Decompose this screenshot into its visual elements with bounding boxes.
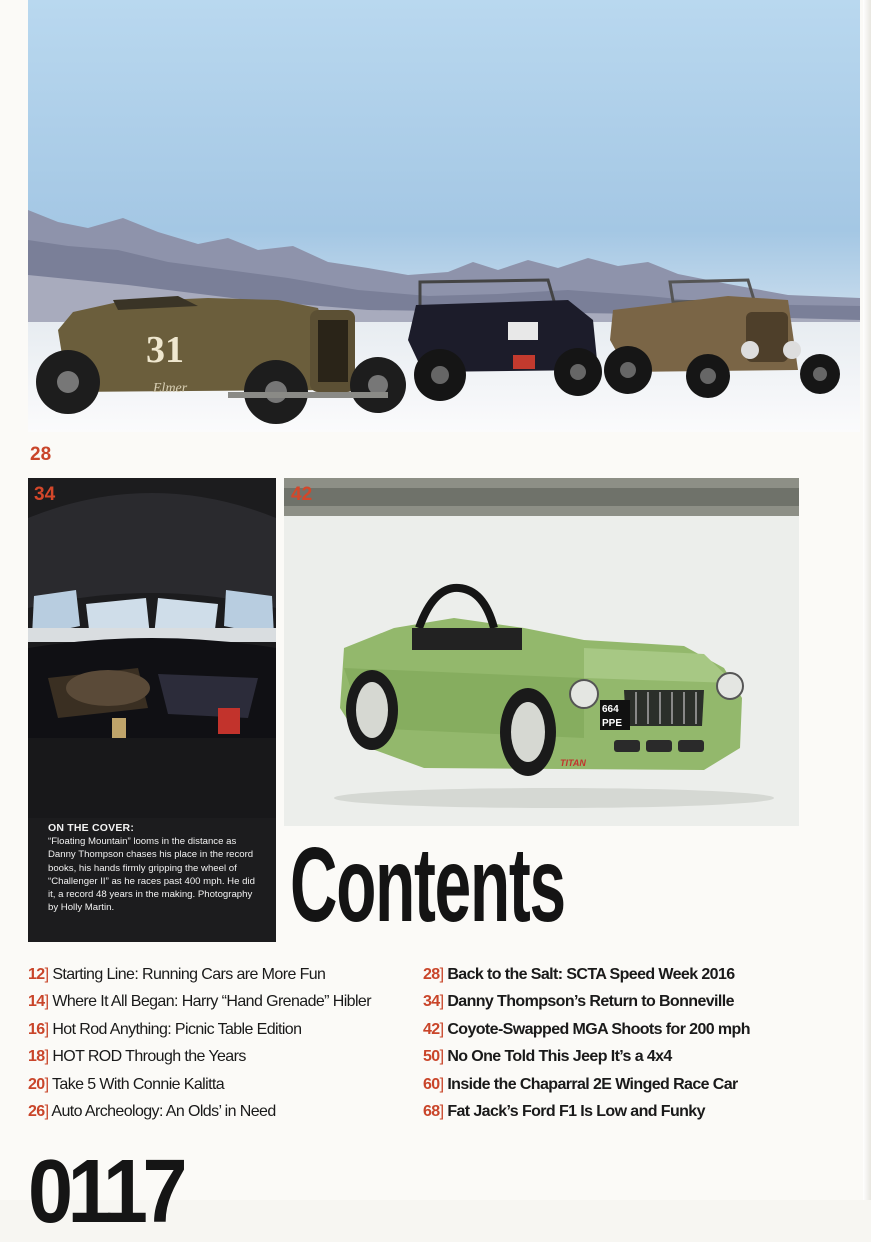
cover-caption <box>48 822 263 914</box>
toc-entry[interactable]: 42] Coyote-Swapped MGA Shoots for 200 mph <box>423 1020 750 1038</box>
cockpit-page-number: 34 <box>34 484 56 505</box>
mga-page-number: 42 <box>291 484 313 505</box>
toc-title: Fat Jack’s Ford F1 Is Low and Funky <box>447 1102 705 1120</box>
toc-entry[interactable]: 26] Auto Archeology: An Olds’ in Need <box>28 1102 276 1120</box>
toc-left-column <box>28 961 371 1125</box>
toc-page: 14 <box>28 993 45 1011</box>
toc-title: HOT ROD Through the Years <box>52 1048 246 1066</box>
toc-page: 34 <box>423 993 440 1011</box>
car-number: 31 <box>146 329 184 371</box>
toc-right-column <box>423 961 750 1125</box>
toc-page: 42 <box>423 1020 440 1038</box>
hero-page-number: 28 <box>30 444 52 465</box>
toc-title: Auto Archeology: An Olds’ in Need <box>51 1102 276 1120</box>
cockpit-photo-panel <box>28 478 276 942</box>
toc-title: Danny Thompson’s Return to Bonneville <box>447 993 734 1011</box>
toc-page: 28 <box>423 966 440 983</box>
car-script: Elmer <box>153 381 188 396</box>
mga-photo-panel <box>284 478 799 826</box>
toc-page: 16 <box>28 1020 45 1038</box>
toc-title: Back to the Salt: SCTA Speed Week 2016 <box>447 966 735 983</box>
toc-page: 20 <box>28 1075 45 1093</box>
toc-title: Take 5 With Connie Kalitta <box>52 1075 225 1093</box>
toc-title: No One Told This Jeep It’s a 4x4 <box>447 1048 672 1066</box>
cover-caption-text: “Floating Mountain” looms in the distance as Danny Thompson chases his place in the record books, his hands firmly gripping the wheel of “Challenger II” as he races past 400 mph. He did it, a record 48 years in the making. Photography by Holly Martin. <box>48 836 255 914</box>
toc-page: 12 <box>28 966 45 983</box>
toc-entry[interactable]: 16] Hot Rod Anything: Picnic Table Edition <box>28 1020 302 1038</box>
toc-page: 50 <box>423 1048 440 1066</box>
issue-number: 0117 <box>28 1142 183 1242</box>
toc-page: 68 <box>423 1102 440 1120</box>
toc-page: 60 <box>423 1075 440 1093</box>
toc-title: Where It All Began: Harry “Hand Grenade” Hibler <box>52 993 371 1011</box>
plate-top: 664 <box>602 704 619 715</box>
toc-title: Starting Line: Running Cars are More Fun <box>52 966 326 983</box>
toc-entry[interactable]: 60] Inside the Chaparral 2E Winged Race Car <box>423 1075 738 1093</box>
plate-bottom: PPE <box>602 718 623 729</box>
toc-entry[interactable]: 18] HOT ROD Through the Years <box>28 1048 246 1066</box>
toc-entry[interactable]: 14] Where It All Began: Harry “Hand Grenade” Hibler <box>28 993 371 1011</box>
cover-caption-heading: ON THE COVER: <box>48 822 135 834</box>
toc-title: Hot Rod Anything: Picnic Table Edition <box>52 1020 302 1038</box>
page-edge-shadow <box>863 0 871 1200</box>
sponsor-decal: TITAN <box>560 758 586 768</box>
toc-entry[interactable]: 68] Fat Jack’s Ford F1 Is Low and Funky <box>423 1102 705 1120</box>
toc-title: Coyote-Swapped MGA Shoots for 200 mph <box>447 1020 750 1038</box>
toc-entry[interactable]: 28] Back to the Salt: SCTA Speed Week 2016 <box>423 966 735 983</box>
toc-entry[interactable]: 12] Starting Line: Running Cars are More Fun <box>28 966 326 983</box>
toc-page: 26 <box>28 1102 45 1120</box>
toc-title: Inside the Chaparral 2E Winged Race Car <box>447 1075 738 1093</box>
contents-title: Contents <box>290 826 565 944</box>
toc-entry[interactable]: 50] No One Told This Jeep It’s a 4x4 <box>423 1048 672 1066</box>
hero-photo-bonneville-roadsters <box>28 0 860 432</box>
toc-page: 18 <box>28 1048 45 1066</box>
toc-entry[interactable]: 34] Danny Thompson’s Return to Bonneville <box>423 993 734 1011</box>
toc-entry[interactable]: 20] Take 5 With Connie Kalitta <box>28 1075 225 1093</box>
